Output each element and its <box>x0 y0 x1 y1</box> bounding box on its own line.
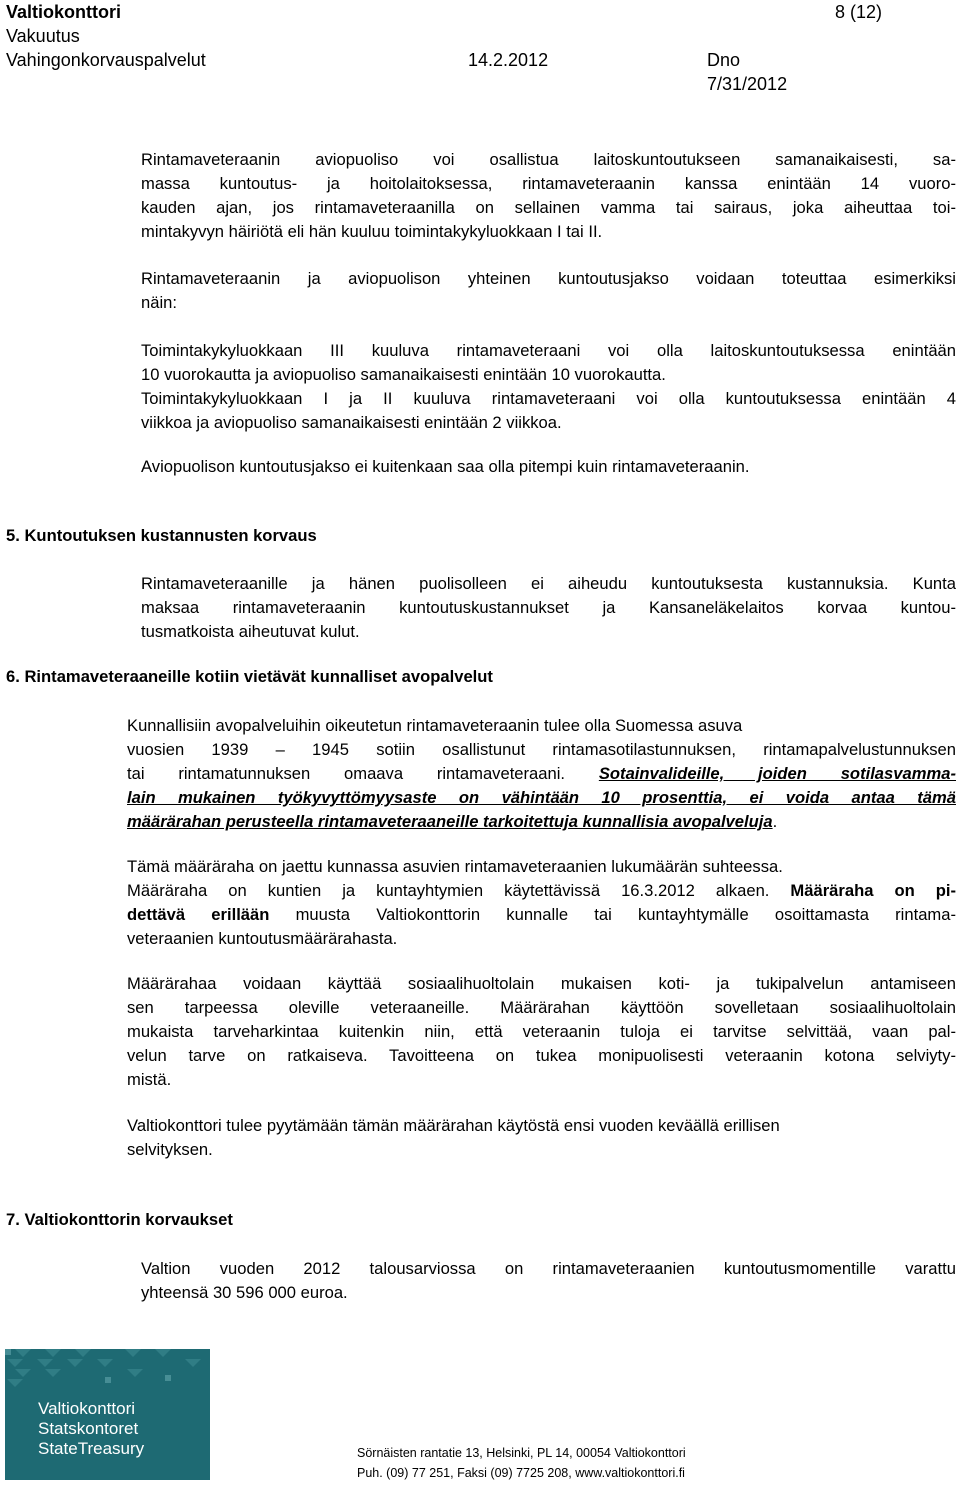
text-line: Toimintakykyluokkaan III kuuluva rintamaveteraani voi olla laitoskuntoutuksessa enintään <box>141 341 956 360</box>
text-segment: muusta Valtiokonttorin kunnalle tai kuntayhtymälle osoittamasta rintama- <box>269 905 957 924</box>
text-line: Valtiokonttori tulee pyytämään tämän määrärahan käytöstä ensi vuoden keväällä erillisen <box>127 1116 780 1135</box>
emphasis-text: määrärahan perusteella rintamaveteraaneille tarkoitettuja kunnallisia avopalveluja <box>127 812 773 831</box>
text-line: kauden ajan, jos rintamaveteraanilla on sellainen vamma tai sairaus, joka aiheuttaa toi- <box>141 198 956 217</box>
page-number: 8 (12) <box>835 2 883 22</box>
logo-line: StateTreasury <box>38 1439 145 1458</box>
text-segment: . <box>772 812 778 831</box>
text-line: yhteensä 30 596 000 euroa. <box>141 1283 348 1302</box>
text-line: näin: <box>141 293 177 312</box>
text-line: Rintamaveteraanin ja aviopuolison yhteinen kuntoutusjakso voidaan toteuttaa esimerkiksi <box>141 269 956 288</box>
logo-line: Statskontoret <box>38 1419 139 1438</box>
section-5-heading: 5. Kuntoutuksen kustannusten korvaus <box>6 526 317 545</box>
section-5-body <box>141 572 956 644</box>
header-print-date: 7/31/2012 <box>707 74 788 94</box>
bold-text: dettävä erillään <box>127 905 270 924</box>
text-line: Toimintakykyluokkaan I ja II kuuluva rintamaveteraani voi olla kuntoutuksessa enintään 4 <box>141 389 956 408</box>
text-segment: tai rintamatunnuksen omaava rintamaveteraani. <box>127 764 599 783</box>
footer-contact: Puh. (09) 77 251, Faksi (09) 7725 208, www.valtiokonttori.fi <box>357 1466 685 1480</box>
text-line: Rintamaveteraanille ja hänen puolisolleen ei aiheudu kuntoutuksesta kustannuksia. Kunta <box>141 574 956 593</box>
text-line: Kunnallisiin avopalveluihin oikeutetun rintamaveteraanin tulee olla Suomessa asuva <box>127 716 743 735</box>
text-line: Valtion vuoden 2012 talousarviossa on rintamaveteraanien kuntoutusmomentille varattu <box>141 1259 956 1278</box>
text-line <box>127 903 956 927</box>
text-line: mintakyvyn häiriötä eli hän kuuluu toimintakykyluokkaan I tai II. <box>141 222 603 241</box>
text-line <box>127 879 956 903</box>
header-date: 14.2.2012 <box>468 50 549 70</box>
text-line: selvityksen. <box>127 1140 213 1159</box>
footer-address: Sörnäisten rantatie 13, Helsinki, PL 14, 00054 Valtiokonttori <box>357 1446 686 1460</box>
text-line: maksaa rintamaveteraanin kuntoutuskustannukset ja Kansaneläkelaitos korvaa kuntou- <box>141 598 956 617</box>
text-line: Aviopuolison kuntoutusjakso ei kuitenkaan saa olla pitempi kuin rintamaveteraanin. <box>141 457 750 476</box>
section-6-para-4 <box>127 1114 956 1162</box>
header-dno: Dno <box>707 50 741 70</box>
paragraph-esimerkit <box>141 339 956 435</box>
header-org: Valtiokonttori <box>6 2 122 22</box>
section-6-heading: 6. Rintamaveteraaneille kotiin vietävät kunnalliset avopalvelut <box>6 667 493 686</box>
section-6-para-2 <box>127 855 956 951</box>
text-line: viikkoa ja aviopuoliso samanaikaisesti enintään 2 viikkoa. <box>141 413 562 432</box>
paragraph-yhteinen-jakso <box>141 267 956 315</box>
text-line: tusmatkoista aiheutuvat kulut. <box>141 622 360 641</box>
section-6-para-3 <box>127 972 956 1092</box>
paragraph-aviopuoliso-osallistuminen <box>141 148 956 244</box>
text-line: veteraanien kuntoutusmäärärahasta. <box>127 929 398 948</box>
text-line: vuosien 1939 – 1945 sotiin osallistunut rintamasotilastunnuksen, rintamapalvelustunnuksen <box>127 740 956 759</box>
text-line: Rintamaveteraanin aviopuoliso voi osallistua laitoskuntoutukseen samanaikaisesti, sa- <box>141 150 956 169</box>
header-dept: Vahingonkorvauspalvelut <box>6 50 206 70</box>
header-unit: Vakuutus <box>6 26 80 46</box>
emphasis-text: lain mukainen työkyvyttömyysaste on vähintään 10 prosenttia, ei voida antaa tämä <box>127 788 956 807</box>
paragraph-pituus <box>141 455 956 479</box>
text-line <box>127 810 956 834</box>
section-7-heading: 7. Valtiokonttorin korvaukset <box>6 1210 233 1229</box>
logo-wordmark <box>38 1399 144 1459</box>
text-line: 10 vuorokautta ja aviopuoliso samanaikaisesti enintään 10 vuorokautta. <box>141 365 666 384</box>
text-line <box>127 762 956 786</box>
emphasis-text: Sotainvalideille, joiden sotilasvamma- <box>598 764 956 783</box>
text-line: sen tarpeessa oleville veteraaneille. Määrärahan käyttöön sovelletaan sosiaalihuoltolain <box>127 998 956 1017</box>
text-line: massa kuntoutus- ja hoitolaitoksessa, rintamaveteraanin kanssa enintään 14 vuoro- <box>141 174 956 193</box>
text-line: mukaista tarveharkintaa kuitenkin niin, että veteraanin tuloja ei tarvitse selvittää, vaan pal- <box>127 1022 956 1041</box>
text-line: Tämä määräraha on jaettu kunnassa asuvien rintamaveteraanien lukumäärän suhteessa. <box>127 857 783 876</box>
bold-text: Määräraha on pi- <box>790 881 956 900</box>
text-line: velun tarve on ratkaiseva. Tavoitteena on tukea monipuolisesti veteraanin kotona selviyty- <box>127 1046 956 1065</box>
logo-line: Valtiokonttori <box>38 1399 136 1418</box>
section-7-body <box>141 1257 956 1305</box>
valtiokonttori-logo <box>5 1349 210 1480</box>
text-line: mistä. <box>127 1070 172 1089</box>
section-6-para-1 <box>127 714 956 834</box>
text-segment: Määräraha on kuntien ja kuntayhtymien käytettävissä 16.3.2012 alkaen. <box>127 881 791 900</box>
text-line: Määrärahaa voidaan käyttää sosiaalihuoltolain mukaisen koti- ja tukipalvelun antamiseen <box>127 974 956 993</box>
